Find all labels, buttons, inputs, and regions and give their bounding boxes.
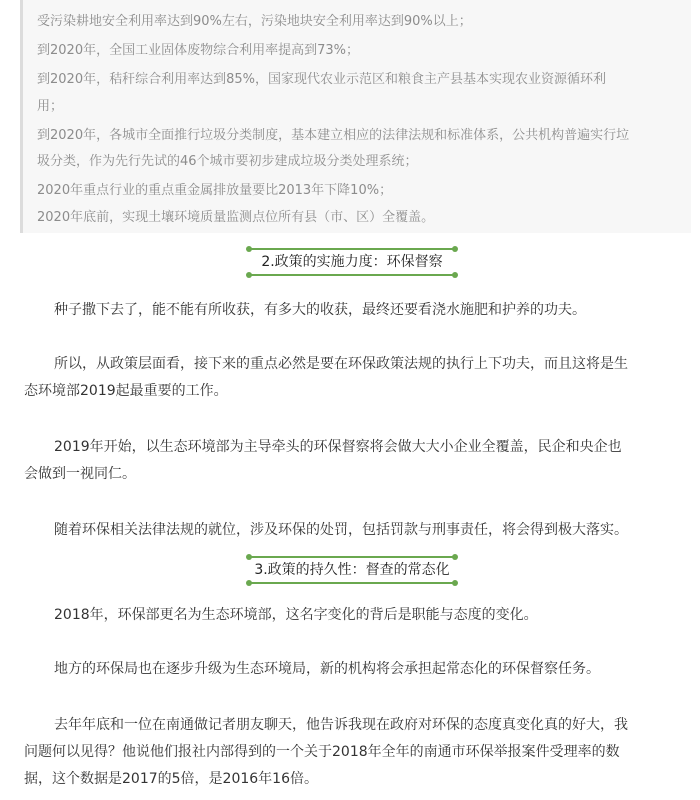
- heading-top-rule: [248, 556, 456, 558]
- section-heading-enforcement: [246, 246, 458, 276]
- heading-bottom-rule: [248, 274, 456, 276]
- quote-line: 2020年底前，实现土壤环境质量监测点位所有县（市、区）全覆盖。: [37, 210, 435, 225]
- quote-line: 到2020年，秸秆综合利用率达到85%，国家现代农业示范区和粮食主产县基本实现农业资源循环利: [37, 72, 606, 87]
- quote-line: 2020年重点行业的重点重金属排放量要比2013年下降10%；: [37, 183, 393, 198]
- paragraph: 2018年，环保部更名为生态环境部，这名字变化的背后是职能与态度的变化。: [54, 607, 538, 623]
- heading-dot: [452, 554, 458, 560]
- quote-line: 圾分类，作为先行先试的46个城市要初步建成垃圾分类处理系统；: [37, 154, 418, 169]
- section-heading-persistence: [246, 554, 458, 584]
- heading-dot: [452, 580, 458, 586]
- paragraph: 随着环保相关法律法规的就位，涉及环保的处罚，包括罚款与刑事责任，将会得到极大落实。: [54, 522, 628, 538]
- paragraph: 2019年开始，以生态环境部为主导牵头的环保督察将会做大大小企业全覆盖，民企和央企也: [54, 439, 622, 455]
- paragraph: 态环境部2019起最重要的工作。: [24, 383, 228, 399]
- heading-dot: [246, 272, 252, 278]
- heading-dot: [246, 580, 252, 586]
- paragraph: 会做到一视同仁。: [24, 466, 136, 482]
- quote-line: 到2020年，各城市全面推行垃圾分类制度，基本建立相应的法律法规和标准体系，公共机构普遍实行垃: [37, 128, 630, 143]
- paragraph: 去年年底和一位在南通做记者朋友聊天，他告诉我现在政府对环保的态度真变化真的好大，我: [54, 717, 628, 733]
- quote-line: 到2020年，全国工业固体废物综合利用率提高到73%；: [37, 43, 359, 58]
- heading-dot: [452, 272, 458, 278]
- section-heading-text: 3.政策的持久性：督查的常态化: [254, 562, 450, 578]
- paragraph: 所以，从政策层面看，接下来的重点必然是要在环保政策法规的执行上下功夫，而且这将是生: [54, 356, 628, 372]
- paragraph: 问题何以见得？他说他们报社内部得到的一个关于2018年全年的南通市环保举报案件受理率的数: [24, 744, 620, 760]
- paragraph: 种子撒下去了，能不能有所收获，有多大的收获，最终还要看浇水施肥和护养的功夫。: [54, 302, 586, 318]
- heading-dot: [246, 554, 252, 560]
- section-heading-text: 2.政策的实施力度：环保督察: [261, 254, 443, 270]
- quote-line: 受污染耕地安全利用率达到90%左右，污染地块安全利用率达到90%以上；: [37, 14, 472, 29]
- paragraph: 地方的环保局也在逐步升级为生态环境局，新的机构将会承担起常态化的环保督察任务。: [54, 661, 600, 677]
- heading-dot: [452, 246, 458, 252]
- quote-block: [20, 0, 691, 233]
- heading-bottom-rule: [248, 582, 456, 584]
- quote-line: 用；: [37, 99, 64, 114]
- paragraph: 据，这个数据是2017的5倍，是2016年16倍。: [24, 771, 318, 787]
- heading-top-rule: [248, 248, 456, 250]
- heading-dot: [246, 246, 252, 252]
